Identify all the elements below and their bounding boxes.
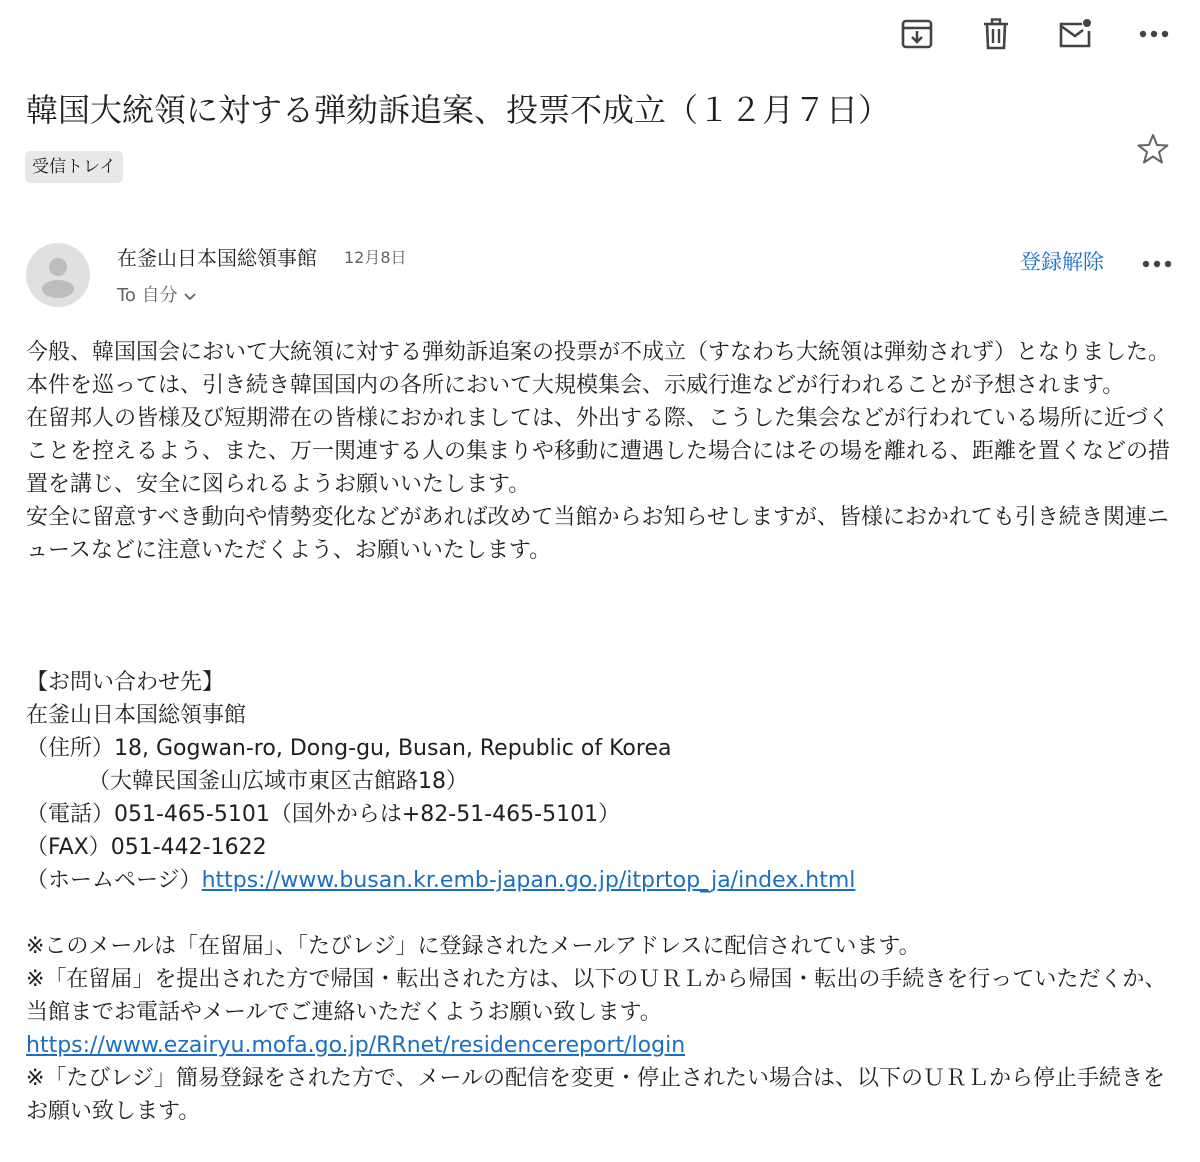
star-icon [1136, 132, 1170, 166]
contact-address: （住所）18, Gogwan-ro, Dong-gu, Busan, Republic of Korea [26, 736, 672, 761]
unsubscribe-link[interactable]: 登録解除 [1020, 250, 1104, 274]
email-body [26, 336, 1176, 1128]
more-horizontal-icon [1139, 29, 1169, 39]
contact-phone: （電話）051-465-5101（国外からは+82-51-465-5101） [26, 802, 621, 827]
body-paragraph: 今般、韓国国会において大統領に対する弾劾訴追案の投票が不成立（すなわち大統領は弾劾されず）となりました。本件を巡っては、引き続き韓国国内の各所において大規模集会、示威行進などが行われることが予想されます。 [26, 340, 1171, 398]
recipient-toggle[interactable] [117, 283, 196, 309]
sender-name: 在釜山日本国総領事館 [117, 246, 317, 270]
chevron-down-icon [184, 283, 196, 309]
notice-text: ※「在留届」を提出された方で帰国・転出された方は、以下のＵＲＬから帰国・転出の手続きを行っていただくか、当館までお電話やメールでご連絡いただくようお願い致します。 [26, 967, 1167, 1025]
archive-icon [900, 17, 934, 51]
email-subject: 韓国大統領に対する弾劾訴追案、投票不成立（１２月７日） [26, 91, 891, 129]
contact-address-local: （大韓民国釜山広域市東区古館路18） [88, 769, 468, 794]
sender-avatar [26, 243, 90, 307]
recipient-label: To 自分 [117, 285, 178, 306]
residence-report-link[interactable]: https://www.ezairyu.mofa.go.jp/RRnet/residencereport/login [26, 1033, 686, 1058]
body-paragraph: 在留邦人の皆様及び短期滞在の皆様におかれましては、外出する際、こうした集会などが行われている場所に近づくことを控えるよう、また、万一関連する人の集まりや移動に遭遇した場合にはその場を離れる、距離を置くなどの措置を講じ、安全に図られるようお願いいたします。 [26, 406, 1171, 497]
spacer [26, 897, 1176, 930]
contact-homepage [26, 864, 1176, 897]
spacer [26, 567, 1176, 666]
message-more-button[interactable] [1140, 247, 1174, 281]
email-toolbar [858, 14, 1174, 54]
delete-button[interactable] [976, 14, 1016, 54]
notice-text: ※このメールは「在留届」、「たびレジ」に登録されたメールアドレスに配信されています。 [26, 934, 921, 959]
body-paragraph: 安全に留意すべき動向や情勢変化などがあれば改めて当館からお知らせしますが、皆様におかれても引き続き関連ニュースなどに注意いただくよう、お願いいたします。 [26, 505, 1169, 563]
homepage-label: （ホームページ） [26, 868, 202, 893]
person-icon [26, 243, 90, 307]
more-actions-button[interactable] [1134, 14, 1174, 54]
contact-org: 在釜山日本国総領事館 [26, 703, 247, 728]
mark-unread-button[interactable] [1055, 14, 1095, 54]
email-date: 12月8日 [344, 248, 407, 267]
contact-fax: （FAX）051-442-1622 [26, 835, 267, 860]
more-horizontal-icon [1142, 259, 1172, 269]
trash-icon [979, 17, 1013, 51]
star-button[interactable] [1136, 132, 1170, 166]
archive-button[interactable] [897, 14, 937, 54]
mark-unread-icon [1057, 17, 1093, 51]
inbox-label-chip[interactable]: 受信トレイ [25, 151, 123, 183]
contact-heading: 【お問い合わせ先】 [26, 670, 225, 695]
homepage-link[interactable]: https://www.busan.kr.emb-japan.go.jp/itprtop_ja/index.html [201, 868, 856, 893]
notice-text: ※「たびレジ」簡易登録をされた方で、メールの配信を変更・停止されたい場合は、以下のＵＲＬから停止手続きをお願い致します。 [26, 1066, 1166, 1124]
